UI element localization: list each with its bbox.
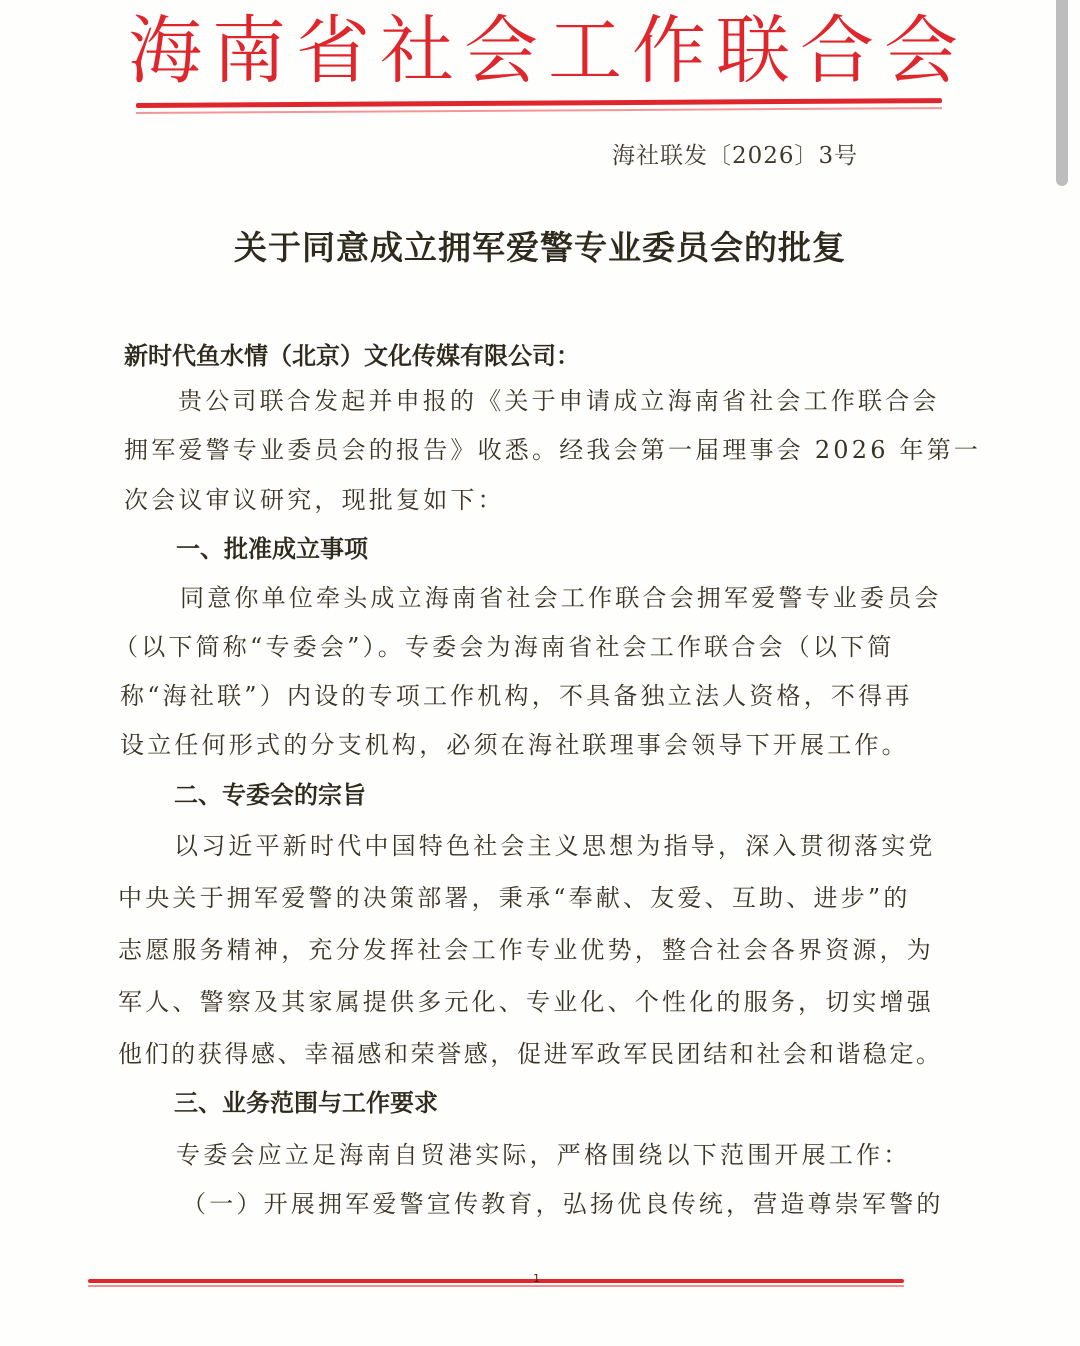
red-footer-rule-thin [88,1285,904,1287]
intro-line: 贵公司联合发起并申报的《关于申请成立海南省社会工作联合会 [178,387,940,415]
red-header-rule-thin [136,107,942,114]
section-1-line: 设立任何形式的分支机构，必须在海社联理事会领导下开展工作。 [120,731,909,759]
section-1-line: 同意你单位牵头成立海南省社会工作联合会拥军爱警专业委员会 [180,584,942,612]
section-2-line: 军人、警察及其家属提供多元化、专业化、个性化的服务，切实增强 [118,988,934,1016]
organization-masthead: 海南省社会工作联合会 [128,8,968,94]
document-title: 关于同意成立拥军爱警专业委员会的批复 [234,228,846,267]
vertical-scrollbar-thumb[interactable] [1056,0,1068,186]
section-3-line: （一）开展拥军爱警宣传教育，弘扬优良传统，营造尊崇军警的 [182,1190,944,1218]
section-heading-2: 二、专委会的宗旨 [174,781,366,809]
intro-line: 次会议审议研究，现批复如下： [124,486,505,514]
page-number: 1 [533,1272,540,1285]
section-3-line: 专委会应立足海南自贸港实际，严格围绕以下范围开展工作： [176,1141,911,1169]
addressee: 新时代鱼水情（北京）文化传媒有限公司： [124,342,580,370]
section-1-line: （以下简称“专委会”）。专委会为海南省社会工作联合会（以下简 [114,633,895,661]
section-2-line: 中央关于拥军爱警的决策部署，秉承“奉献、友爱、互助、进步”的 [118,884,911,912]
section-heading-3: 三、业务范围与工作要求 [174,1089,438,1117]
red-footer-rule [88,1279,904,1283]
section-1-line: 称“海社联”）内设的专项工作机构，不具备独立法人资格，不得再 [120,682,913,710]
document-number: 海社联发〔2026〕3号 [612,143,859,169]
section-heading-1: 一、批准成立事项 [176,535,368,563]
section-2-line: 以习近平新时代中国特色社会主义思想为指导，深入贯彻落实党 [174,832,936,860]
intro-line: 拥军爱警专业委员会的报告》收悉。经我会第一届理事会 2026 年第一 [124,436,982,464]
section-2-line: 志愿服务精神，充分发挥社会工作专业优势，整合社会各界资源，为 [118,936,934,964]
section-2-line: 他们的获得感、幸福感和荣誉感，促进军政军民团结和社会和谐稳定。 [118,1040,943,1068]
